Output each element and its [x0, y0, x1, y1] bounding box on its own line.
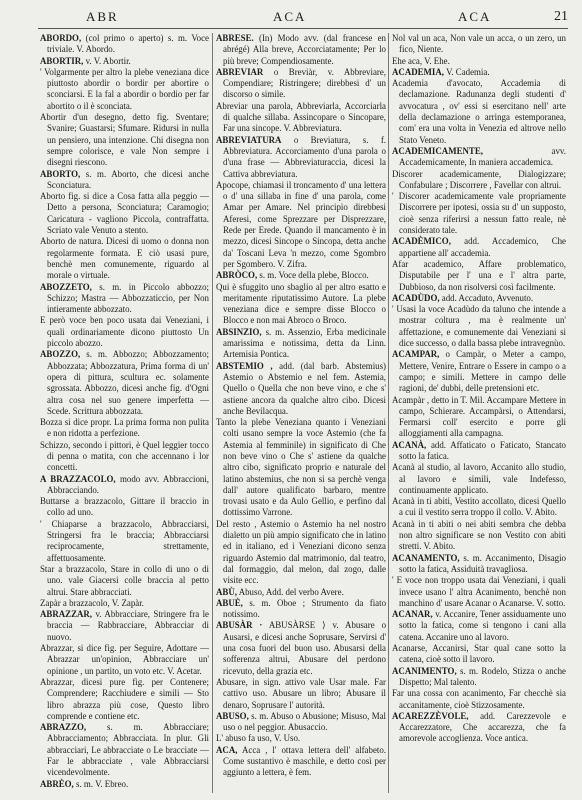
entry-headword: ABOZZO,: [40, 349, 81, 360]
column-1: [40, 33, 209, 793]
entry-text: o Breviàr, v. Abbreviare, Compendiare; Ristringere; direbbesi d' un discorso o simile.: [223, 66, 386, 100]
dictionary-entry: [40, 564, 209, 598]
header-right-guide: ACA: [458, 9, 492, 24]
dictionary-entry: [216, 270, 386, 281]
entry-text: ABUSÀRSE ⟩ v. Abusare o Ausarsi, e dicesi anche Soprusare, Servirsi d' una cosa fuori del buon uso. Abusarsi della sofferenza altrui, Abusare del perdono ricevuto, della grazia etc.: [223, 620, 386, 676]
dictionary-entry: [40, 598, 209, 609]
entry-text: v. V. Abortir.: [85, 55, 131, 66]
entry-headword: ACA,: [216, 744, 238, 755]
entry-headword: ACADÈMICO,: [392, 236, 451, 247]
dictionary-entry: [392, 169, 566, 192]
dictionary-entry: [392, 553, 566, 576]
dictionary-entry: [392, 496, 566, 519]
dictionary-entry: [392, 56, 566, 67]
entry-text: Academia d'avocato, Accademia di declamazione. Radunanza degli studenti d' avvocatura , ov' essi si esercitano nell' arte della declamazione o arringa estemporanea, com' era una volta in Venezia ed altrove nello Stato Veneto.: [392, 78, 566, 145]
entry-text: Ehe aca, V. Ehe.: [392, 55, 450, 66]
header-rule: [38, 28, 568, 29]
entry-text: Acca , l' ottava lettera dell' alfabeto. Come sustantivo è maschile, e detto così per aggiunto a lettera, è fem.: [223, 744, 386, 778]
dictionary-entry: [392, 575, 566, 609]
page-number: 21: [554, 9, 568, 24]
entry-text: Zapàr a brazzacolo, V. Zapàr.: [40, 597, 144, 608]
entry-text: ' Usasi la voce Acadùdo da taluno che intende a mostrar coltura , ma è realmente un' affettazione, e comunemente dai Veneziani si dice successo, o dalla bassa plebe intravegnùo.: [392, 304, 566, 349]
dictionary-entry: [392, 349, 566, 394]
dictionary-entry: [392, 67, 566, 78]
entry-text: modo avv. Abbraccioni, Abbracciando.: [47, 473, 209, 495]
entry-text: s. m. Rodelo, Stizza o anche Dispetto; Mal talento.: [399, 665, 566, 687]
entry-text: ' Discorer academicamente vale propriamente Discorrere per ipotesi, ossia su d' un supposto, cioè senza riferirsi a nessun fatto reale, nè considerato tale.: [392, 191, 566, 236]
dictionary-entry: [40, 417, 209, 440]
entry-headword: ACADEMICAMENTE,: [392, 145, 483, 156]
entry-text: Acanà in ti abiti, Vestito accollato, dicesi Quello a cui il vestito serra troppo il collo. V. Abito.: [392, 496, 566, 518]
entry-text: add. Accaduto, Avvenuto.: [441, 292, 534, 303]
entry-text: Qui è sfuggito uno sbaglio al per altro esatto e meritamente riputatissimo Autore. La plebe veneziana dice e sempre disse Blocco o Blocco e non mai Abroco o Broco.: [216, 281, 386, 326]
entry-text: avv. Accademicamente, In maniera accademica.: [399, 145, 566, 168]
entry-text: Abortir d'un desegno, detto fig. Sventare; Svanire; Guastarsi; Sfumare. Ridursi in nulla un pensiero, una intenzione. Chi disegna non sempre coloriscе, e vale Non sempre i disegni riescono.: [40, 112, 209, 168]
dictionary-entry: [40, 643, 209, 677]
entry-headword: ACADÙDO,: [392, 292, 440, 303]
dictionary-entry: [216, 711, 386, 734]
entry-text: s. m. Voce della plebe, Blocco.: [259, 270, 369, 281]
dictionary-entry: [40, 722, 209, 778]
entry-text: Schizzo, secondo i pittori, è Quel leggier tocco di penna o matita, con che accennano i lor concetti.: [40, 439, 209, 473]
dictionary-entry: [216, 361, 386, 417]
entry-headword: ABORDO,: [40, 33, 82, 43]
dictionary-entry: [392, 146, 566, 169]
entry-text: Abusare, in sign. attivo vale Usar male. Far cattivo uso. Abusare un libro; Abusare il denaro, Soprusare l' autorità.: [216, 676, 386, 710]
column-2: [216, 33, 386, 793]
entry-text: Aborto de natura. Dicesi di uomo o donna non regolarmente formata. E ciò usasi pure, benchè men comunemente, riguardo al morale o virtuale.: [40, 236, 209, 281]
dictionary-entry: [40, 236, 209, 281]
dictionary-entry: [40, 440, 209, 474]
entry-text: Abrazzar, dicesi pure fig. per Contenere; Comprendere; Racchiudere e simili — Sto libro abrazza più cose, Questo libro comprende e contiene etc.: [40, 676, 209, 721]
dictionary-entry: [216, 745, 386, 779]
entry-text: o Breviatura, s. f. Abbreviatura. Accorciamento d'una parola o d'una frase — Abbreviaturaccia, dicesi la Cattiva abbreviatura.: [223, 134, 386, 179]
entry-text: Discorer academicamente, Dialogizzare; Confabulare ; Discorrere , Favellar con altrui.: [392, 168, 566, 190]
entry-text: Acanarse, Accanirsi, Star qual cane sotto la catena, cioè sotto il lavoro.: [392, 643, 566, 665]
dictionary-entry: [392, 643, 566, 666]
column-divider-1: [212, 33, 213, 793]
dictionary-entry: [392, 259, 566, 293]
entry-text: ' Volgarmente per altro la plebe veneziana dice piuttosto abordir o bordir per abortire o sconciarsi. E la fal a abordir o bordio per far abortito o il è sconciata.: [40, 66, 209, 111]
entry-headword: ABRÒCO,: [216, 270, 258, 281]
entry-text: add. (dal barb. Abstemius) Astemio o Abstemio e nel fem. Astemia, Quello o Quella che non beve vino, e che s' astiene ancora da qualche altro cibo. Dicesi anche Bevilacqua.: [223, 360, 386, 416]
entry-text: V. Cademia.: [446, 66, 490, 77]
entry-headword: ABREVIATURA: [216, 134, 282, 145]
entry-text: ' Chiaparse a brazzacolo, Abbracciarsi, Stringersi fra le braccia; Abbracciarsi reciprocamente, strettamente, affettuosamente.: [40, 518, 209, 563]
dictionary-entry: [216, 67, 386, 101]
entry-text: Del resto , Astemio o Astemio ha nel nostro dialetto un più ampio significato che in latino ed in italiano, ed i Veneziani dicono senza riguardo Astemio dal matrimonio, dal teatro, dal formaggio, dal melon, dal zogo, dalle visite ecc.: [216, 518, 386, 586]
entry-headword: ABÙ,: [216, 586, 237, 597]
dictionary-entry: [392, 666, 566, 689]
dictionary-entry: [216, 587, 386, 598]
dictionary-entry: [40, 349, 209, 417]
entry-text: s. m. Abbracciare; Abbracciamento; Abbracciata. In plur. Gli abbracciari, Le abbracciate o Le bracciate — Far le abbraccìate , vale Abbracciarsi vicendevolmente.: [47, 722, 209, 778]
entry-text: Apocope, chiamasi il troncamento d' una lettera o d' una sillaba in fine d' una parola, come Amar per Amare. Nel principio direbbesi Aferesi, come Sprezzare per Disprezzare, Rede per Erede. Quando il mancamento è in mezzo, dicesi Sincope o Sincopa, detta anche da' Toscani Leva 'n mezzo, come Sgombro per Sgombero. V. Zifra.: [216, 179, 386, 269]
dictionary-entry: [40, 191, 209, 236]
entry-headword: ACADEMIA,: [392, 66, 445, 77]
entry-headword: ABUSO,: [216, 710, 249, 721]
header-left-guide: ABR: [86, 9, 119, 24]
dictionary-entry: [40, 677, 209, 722]
entry-headword: ACAMPAR,: [392, 349, 440, 360]
entry-text: s. m. Accanimento, Disagio sotto la fatica, Assiduità travagliosa.: [399, 552, 566, 574]
dictionary-entry: [216, 417, 386, 519]
entry-headword: ABRESE.: [216, 33, 254, 43]
dictionary-entry: [392, 304, 566, 349]
entry-text: Acanà al studio, al lavoro, Accanito allo studio, al lavoro e simili, vale Indefesso, continuamente applicato.: [392, 462, 566, 495]
entry-text: (In) Modo avv. (dal francese en abrégé) Alla breve, Accorciatamente; Per lo più breve; Compendiosamente.: [223, 33, 386, 66]
dictionary-entry: [392, 462, 566, 496]
entry-headword: ABRAZZAR,: [40, 609, 93, 620]
dictionary-entry: [40, 112, 209, 168]
dictionary-entry: [216, 33, 386, 67]
entry-text: s. m. V. Ebreo.: [76, 778, 129, 789]
running-header: [38, 7, 568, 29]
dictionary-entry: [40, 779, 209, 790]
dictionary-entry: [216, 620, 386, 676]
dictionary-entry: [216, 180, 386, 270]
entry-text: o Campàr, o Meter a campo, Mettere, Venire, Entrare o Essere in campo o a campo; e simili. Mettere in campo delle ragioni, de' dubbi, delle pretensioni etc.: [399, 349, 566, 394]
dictionary-entry: [40, 315, 209, 349]
entry-text: v. Abbracciare, Stringere fra le braccia — Rabbracciare, Abbracciar di nuovo.: [47, 609, 209, 642]
dictionary-entry: [40, 519, 209, 564]
dictionary-entry: [40, 169, 209, 192]
entry-text: s. m. Assenzio, Erba medicinale amarissima e notissima, detta da Linn. Artemisia Pontica.: [223, 326, 386, 360]
entry-text: L' abuso fa uso, V. Uso.: [216, 733, 301, 744]
entry-text: Abrazzar, si dice fig. per Seguire, Adottare — Abrazzar un'opinion, Abbracciare un' opinione , un partito, un voto etc. V. Acetar.: [40, 643, 209, 676]
entry-text: add. Affaticato o Faticato, Stancato sotto la fatica.: [399, 439, 566, 461]
dictionary-entry: [392, 609, 566, 643]
dictionary-entry: [216, 733, 386, 744]
dictionary-entry: [216, 677, 386, 711]
entry-text: Tanto la plebe Veneziana quanto i Veneziani colti usano sempre la voce Astemio (che fa Astemia al femminile) in significato di Che non beve vino o Che s' astiene da qualche altro cibo, significato proprio e naturale del latino abstemius, che non si sa perchè venga dall' autore qualificato barbaro, mentre trovasi usato e da Aulo Gellio, e perfino dal dottissimo Varrone.: [216, 417, 386, 518]
dictionary-entry: [216, 327, 386, 361]
dictionary-entry: [392, 519, 566, 553]
dictionary-entry: [392, 33, 566, 56]
dictionary-entry: [40, 496, 209, 519]
dictionary-entry: [392, 236, 566, 259]
dictionary-entry: [392, 440, 566, 463]
entry-text: Buttarse a brazzacolo, Gittare il braccio in collo ad uno.: [40, 496, 209, 518]
dictionary-entry: [392, 395, 566, 440]
entry-text: s. m. Abbozzo; Abbozzamento; Abbozzata; Abbozzatura, Prima forma di un' opera di pittura, scultura ec. solamente sgrossata. Abbozzo, dicesi anche fig. d'Ogni altra cosa nel suo genere imperfetta — Scede. Scrittura abbozzata.: [47, 349, 209, 416]
entry-text: Acanà in ti abiti o nei abiti sembra che debba non altro significare se non Vestito con abiti stretti. V. Abito.: [392, 518, 566, 552]
entry-text: Aborto fig. si dice a Cosa fatta alla peggio — Detto a persona, Sconciatura; Caramogio; Caricatura - vagliono Piccola, contraffatta. Scriato vale Venuto a stento.: [40, 191, 209, 236]
entry-headword: ACANAMENTO,: [392, 552, 460, 563]
entry-headword: ABSTEMIO ,: [216, 360, 273, 371]
entry-text: add. Accademico, Che appartiene all' accademia.: [399, 236, 566, 258]
entry-headword: ABORTIR,: [40, 55, 84, 66]
dictionary-entry: [40, 474, 209, 497]
entry-text: Star a brazzacolo, Stare in collo di uno o di uno. vale Giacersi colle braccia al petto altrui. Stare abbracciati.: [40, 563, 209, 597]
dictionary-entry: [392, 711, 566, 745]
dictionary-entry: [40, 56, 209, 67]
entry-headword: ABSINZIO,: [216, 326, 262, 337]
entry-headword: ABUSÀR ·: [216, 620, 263, 631]
entry-headword: ABRAZZO,: [40, 722, 87, 733]
entry-headword: ACANÀ,: [392, 439, 427, 450]
entry-text: v. Accanire, Tener assiduamente uno sotto la fatica, come si tengono i cani alla catena. Accanire uno al lavoro.: [399, 609, 566, 642]
entry-text: s. m. Aborto, che dicesi anche Sconciatura.: [47, 168, 209, 190]
entry-text: ' E voce non troppo usata dai Veneziani, i quali invece usano l' altra Acanimento, benchè non manchino d' usare Acanar o Acanarse. V. sotto.: [392, 575, 566, 608]
entry-headword: ACANIMENTO,: [392, 665, 457, 676]
dictionary-entry: [216, 519, 386, 587]
dictionary-entry: [392, 191, 566, 236]
entry-headword: ACANAR,: [392, 609, 433, 620]
entry-text: Acampàr , detto in T. Mil. Accampare Mettere in campo, Schierare. Accampàrsi, o Attendarsi, Fermarsi coll' esercito e porre gli alloggiamenti alla campagna.: [392, 394, 566, 439]
entry-text: s. m. Abuso o Abusione; Misuso, Mal uso o nel peggior. Abusaccio.: [223, 710, 386, 733]
dictionary-entry: [216, 598, 386, 621]
dictionary-entry: [392, 293, 566, 304]
entry-text: Far una cossa con acanimento, Far checchè sia accanitamente, cioè Stizzosamente.: [392, 688, 566, 710]
entry-text: (col primo o aperto) s. m. Voce triviale. V. Abordo.: [47, 33, 209, 55]
dictionary-entry: [40, 282, 209, 316]
entry-text: Abuso, Add. del verbo Avere.: [238, 586, 344, 597]
entry-text: Afar academico, Affare problematico, Disputabile per l' una e l' altra parte, Dubbioso, da non risolversi così facilmente.: [392, 258, 566, 292]
entry-text: add. Carezzevole e Accarezzatore, Che accarezza, che fa amorevole accoglienza. Voce antica.: [399, 710, 566, 744]
column-3: [392, 33, 566, 793]
entry-text: s. m. in Piccolo abbozzo; Schizzo; Mastra — Abbozzaticcio, per Non intieramente abbozzato.: [47, 281, 209, 315]
dictionary-entry: [216, 101, 386, 135]
entry-text: Abreviar una parola, Abbreviarla, Accorciarla di qualche sillaba. Assincopare o Sincopare, Far una sincope. V. Abbreviatura.: [216, 100, 386, 134]
entry-text: E però voce ben poco usata dai Veneziani, i quali ordinariamente dicono piuttosto Un piccolo abozzo.: [40, 315, 209, 349]
entry-headword: ABOZZETO,: [40, 281, 92, 292]
dictionary-entry: [392, 688, 566, 711]
entry-text: Bozza si dice propr. La prima forma non pulita e non ridotta a perfezione.: [40, 417, 209, 439]
entry-text: s. m. Oboe ; Strumento da fiato notissimo.: [223, 597, 386, 620]
entry-headword: ABORTO,: [40, 168, 81, 179]
column-divider-2: [388, 33, 389, 793]
dictionary-entry: [40, 609, 209, 643]
header-middle-guide: ACA: [273, 9, 307, 24]
dictionary-entry: [216, 282, 386, 327]
entry-text: Nol val un aca, Non vale un acca, o un zero, un fico, Niente.: [392, 33, 566, 55]
entry-headword: ACAREZZÈVOLE,: [392, 710, 469, 721]
entry-headword: ABRÈO,: [40, 778, 74, 789]
dictionary-entry: [392, 78, 566, 146]
entry-headword: ABUÈ,: [216, 597, 243, 608]
dictionary-entry: [40, 33, 209, 56]
entry-headword: A BRAZZACOLO,: [40, 473, 116, 484]
entry-headword: ABREVIAR: [216, 66, 264, 77]
dictionary-entry: [40, 67, 209, 112]
dictionary-entry: [216, 135, 386, 180]
